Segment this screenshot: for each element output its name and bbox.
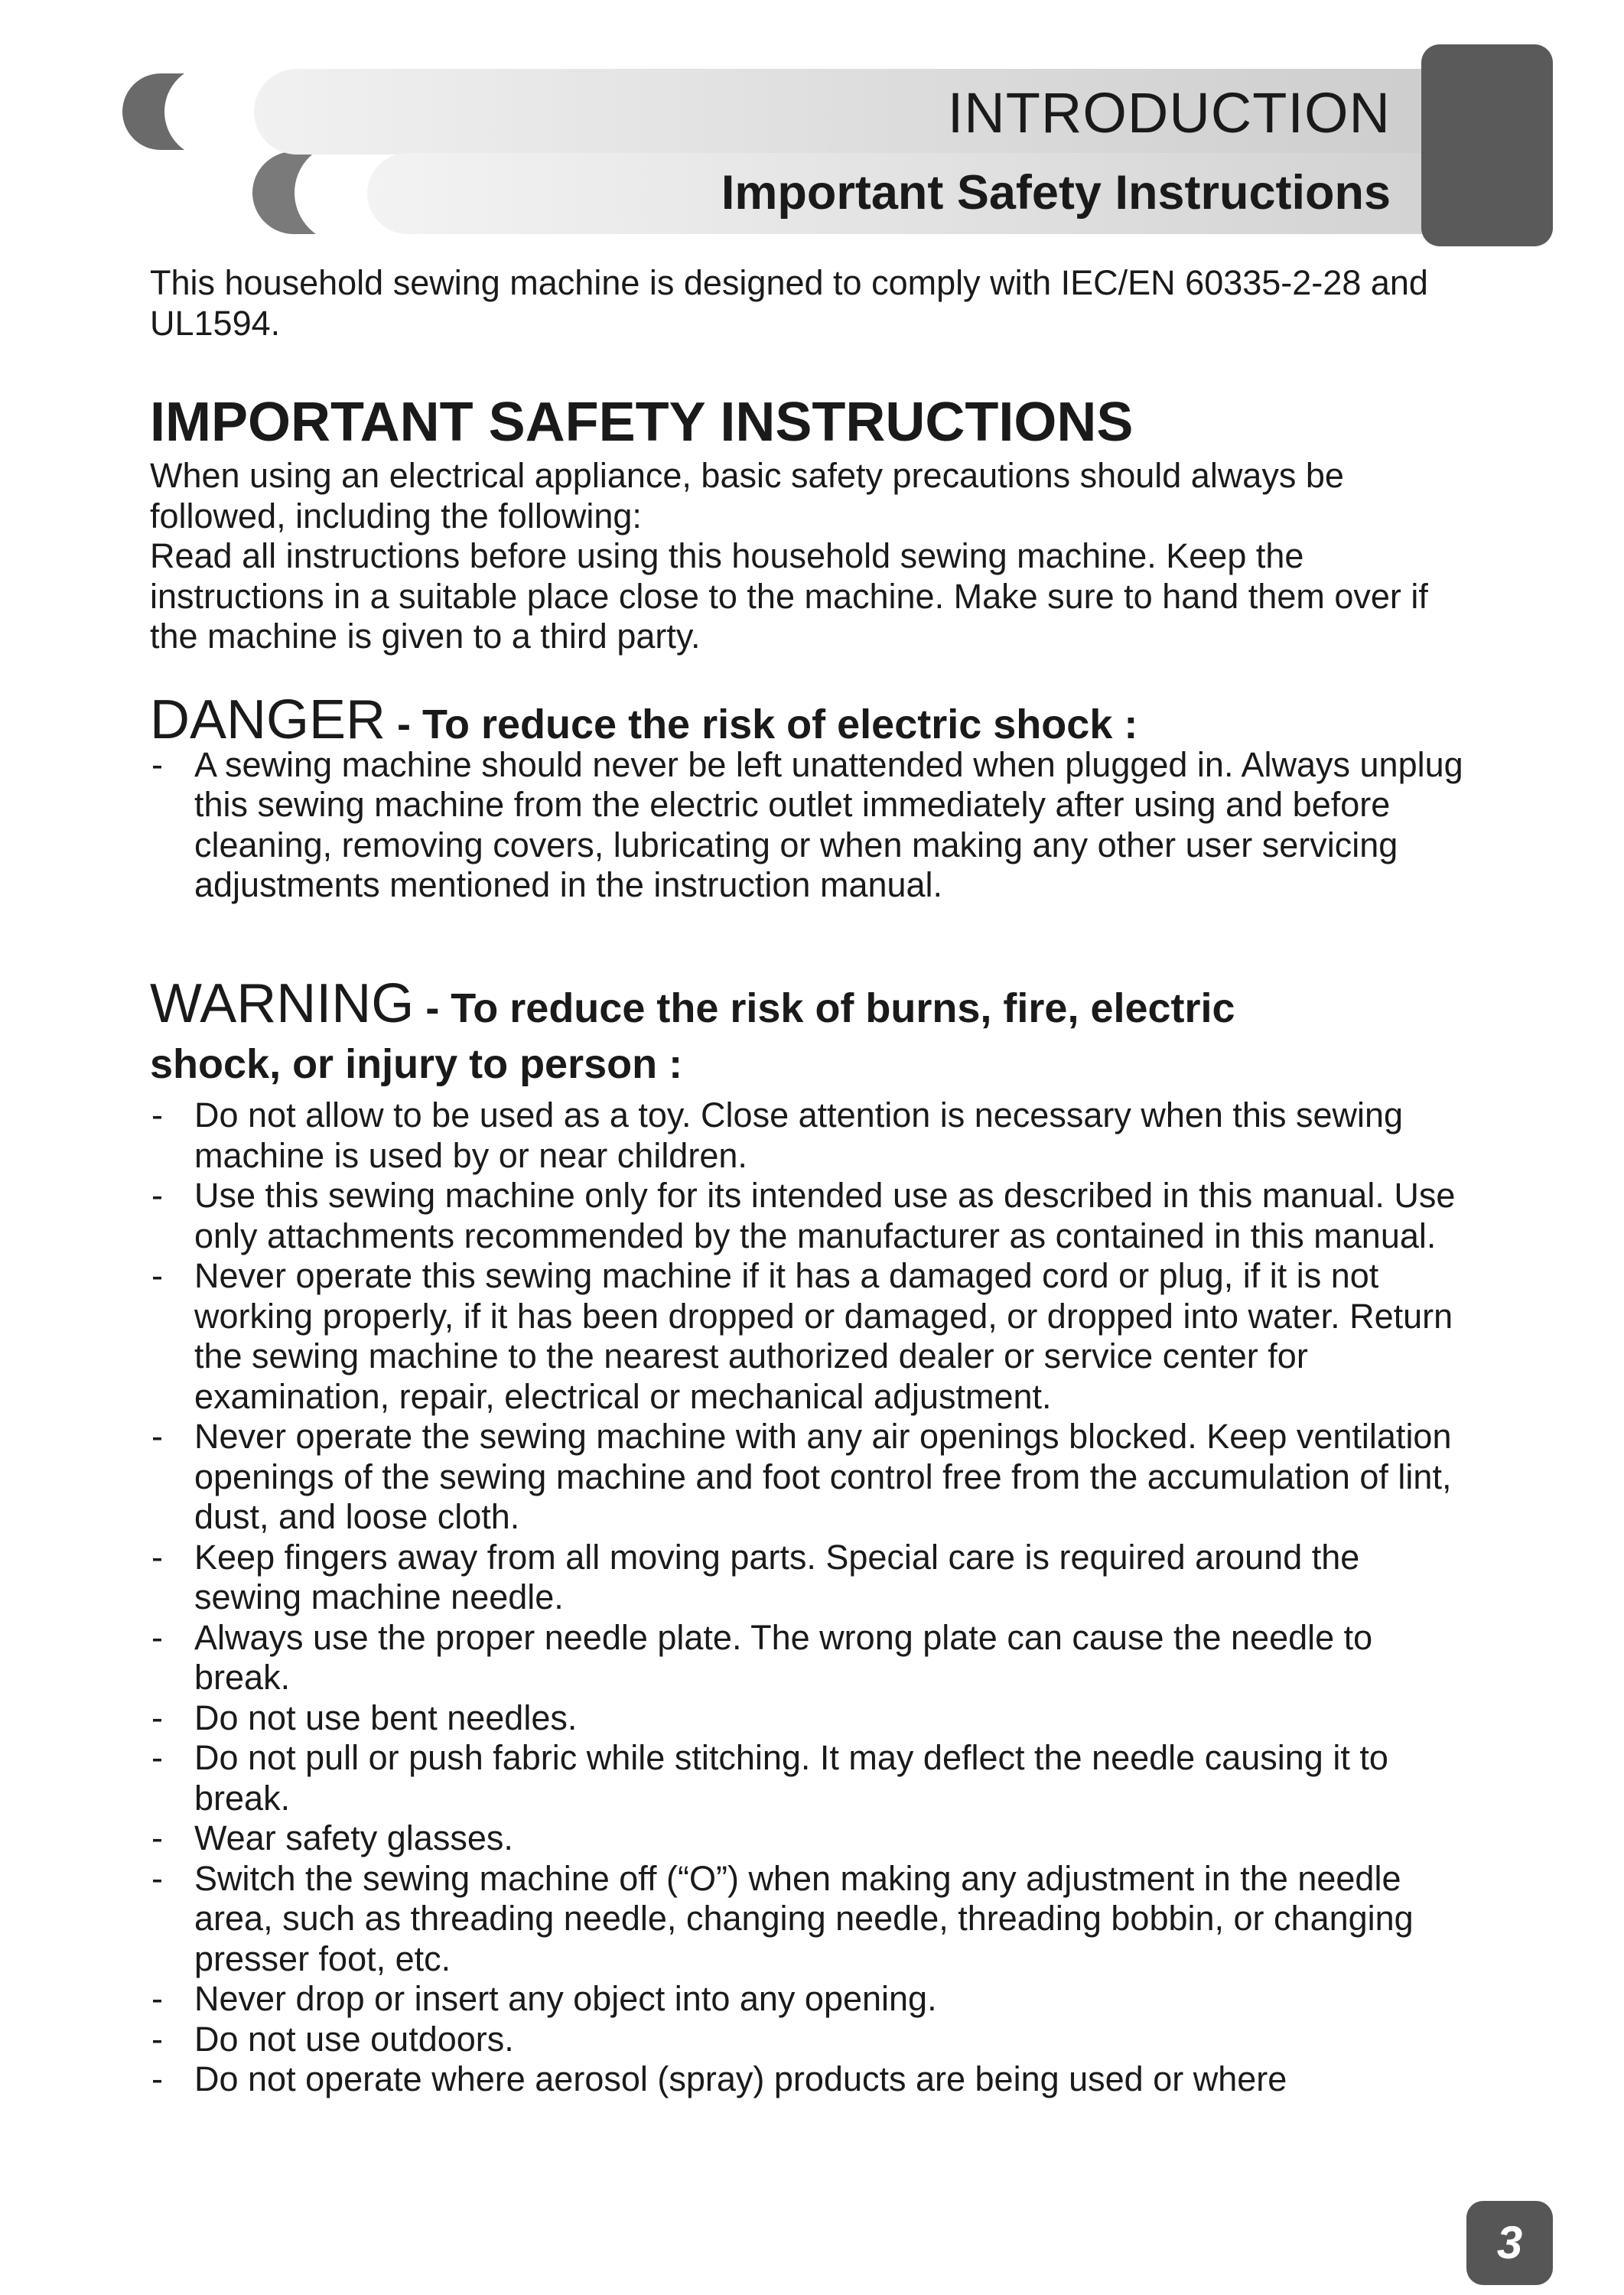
list-item: - A sewing machine should never be left unattended when plugged in. Always unplug this sewing machine from the electric outlet immediately after using and before cleaning, removing covers, lubricating or when making any other user servicing adjustments mentioned in the instruction manual. (150, 745, 1466, 906)
list-item: - Keep fingers away from all moving parts. Special care is required around the sewing machine needle. (150, 1538, 1466, 1618)
page-number: 3 (1466, 2201, 1553, 2285)
important-paragraph-1: When using an electrical appliance, basic safety precautions should always be followed, including the following: (150, 456, 1344, 536)
warning-label: WARNING (150, 973, 415, 1034)
list-item: - Use this sewing machine only for its intended use as described in this manual. Use only attachments recommended by the manufacturer as contained in this manual. (150, 1176, 1466, 1256)
header-corner-block (1421, 44, 1553, 246)
list-item: - Never operate the sewing machine with any air openings blocked. Keep ventilation openings of the sewing machine and foot control free from the accumulation of lint, dust, and loose cloth. (150, 1417, 1466, 1538)
list-item: - Do not use bent needles. (150, 1698, 1466, 1739)
warning-heading-line-2: shock, or injury to person : (150, 1041, 683, 1087)
danger-heading-suffix: - To reduce the risk of electric shock : (386, 702, 1138, 747)
list-item: - Switch the sewing machine off (“O”) when making any adjustment in the needle area, such as threading needle, changing needle, threading bobbin, or changing presser foot, etc. (150, 1859, 1466, 1980)
list-item: - Never operate this sewing machine if it has a damaged cord or plug, if it is not working properly, if it has been dropped or damaged, or dropped into water. Return the sewing machine to the nearest authorized dealer or service center for examination, repair, electrical or mechanical adjustment. (150, 1256, 1466, 1417)
list-item: - Do not pull or push fabric while stitching. It may deflect the needle causing it to break. (150, 1738, 1466, 1818)
important-block (150, 456, 1466, 657)
warning-heading (150, 972, 1466, 1040)
section-title: INTRODUCTION (947, 81, 1391, 145)
list-item: - Never drop or insert any object into any opening. (150, 1979, 1466, 2020)
danger-heading (150, 689, 1466, 750)
warning-heading-suffix-1: - To reduce the risk of burns, fire, electric (414, 985, 1235, 1031)
list-item: - Do not operate where aerosol (spray) products are being used or where (150, 2059, 1466, 2100)
warning-section (150, 972, 1466, 2100)
important-paragraph-2: Read all instructions before using this household sewing machine. Keep the instructions in a suitable place close to the machine. Make sure to hand them over if the machine is given to a third party. (150, 536, 1428, 656)
intro-block (150, 263, 1466, 343)
list-item: - Do not use outdoors. (150, 2020, 1466, 2060)
list-item: - Wear safety glasses. (150, 1818, 1466, 1859)
danger-section (150, 689, 1466, 906)
list-item: - Always use the proper needle plate. The wrong plate can cause the needle to break. (150, 1618, 1466, 1698)
danger-label: DANGER (150, 689, 386, 750)
warning-list (150, 1095, 1466, 2100)
danger-list (150, 745, 1466, 906)
important-heading: IMPORTANT SAFETY INSTRUCTIONS (150, 392, 1134, 453)
intro-text: This household sewing machine is designed to comply with IEC/EN 60335-2-28 and UL1594. (150, 263, 1428, 343)
subsection-title: Important Safety Instructions (721, 166, 1391, 220)
list-item: - Do not allow to be used as a toy. Close attention is necessary when this sewing machine is used by or near children. (150, 1095, 1466, 1176)
